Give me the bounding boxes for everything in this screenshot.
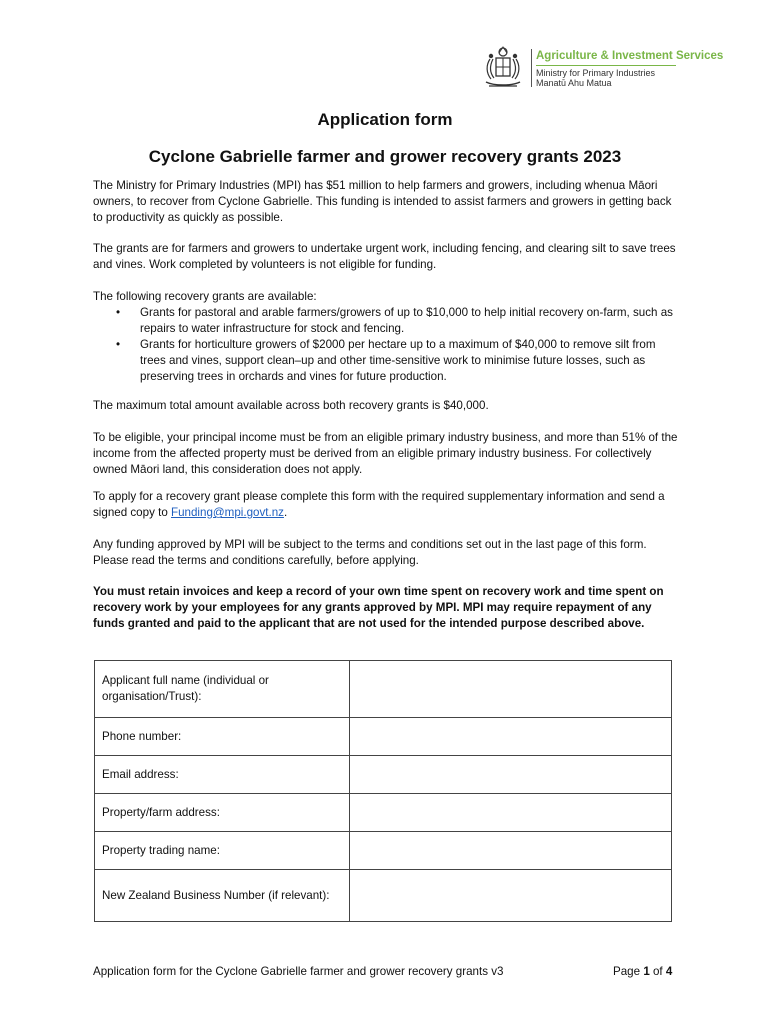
table-row <box>95 718 672 756</box>
page-number <box>613 965 672 978</box>
table-row <box>95 870 672 922</box>
max-total-paragraph: The maximum total amount available across both recovery grants is $40,000. <box>93 399 489 412</box>
terms-paragraph: Any funding approved by MPI will be subject to the terms and conditions set out in the last page of this form. Please read the terms and conditions carefully, before applying. <box>93 538 647 567</box>
logo-rule <box>536 65 676 66</box>
apply-text: To apply for a recovery grant please complete this form with the required supplementary information and send a signed copy to <box>93 490 665 519</box>
mpi-logo <box>480 45 724 93</box>
grants-paragraph: The grants are for farmers and growers to undertake urgent work, including fencing, and clearing silt to save trees and vines. Work completed by volunteers is not eligible for funding. <box>93 242 676 271</box>
page-subtitle: Cyclone Gabrielle farmer and grower recovery grants 2023 <box>148 147 622 166</box>
retain-paragraph: You must retain invoices and keep a record of your own time spent on recovery work and time spent on recovery work by your employees for any grants approved by MPI. MPI may require repayment of any funds granted and paid to the applicant that are not used for the intended purpose described above. <box>93 585 664 630</box>
grant-list <box>93 305 678 385</box>
field-label: New Zealand Business Number (if relevant): <box>95 870 350 922</box>
property-address-field[interactable] <box>350 794 672 832</box>
table-row <box>95 756 672 794</box>
table-row <box>95 794 672 832</box>
logo-subtitle-2: Manatū Ahu Matua <box>536 78 612 88</box>
field-label: Phone number: <box>95 718 350 756</box>
available-paragraph: The following recovery grants are available: <box>93 290 317 303</box>
logo-divider <box>531 49 532 87</box>
table-row <box>95 832 672 870</box>
funding-email-link[interactable]: Funding@mpi.govt.nz <box>171 506 284 519</box>
email-field[interactable] <box>350 756 672 794</box>
applicant-details-table <box>94 660 672 922</box>
apply-suffix: . <box>283 506 288 519</box>
eligibility-paragraph: To be eligible, your principal income must be from an eligible primary industry business, and more than 51% of the income from the affected property must be derived from an eligible primary industry business. For collectively owned Māori land, this consideration does not apply. <box>93 431 678 476</box>
page-of: of <box>649 965 666 978</box>
intro-paragraph: The Ministry for Primary Industries (MPI) has $51 million to help farmers and growers, including whenua Māori owners, to recover from Cyclone Gabrielle. This funding is intended to assist farmers and growers in getting back to productivity as quickly as possible. <box>93 179 672 224</box>
trading-name-field[interactable] <box>350 832 672 870</box>
page-prefix: Page <box>613 965 644 978</box>
applicant-name-field[interactable] <box>350 661 672 718</box>
table-row <box>95 661 672 718</box>
field-label: Property trading name: <box>95 832 350 870</box>
field-label: Email address: <box>95 756 350 794</box>
list-item: • Grants for pastoral and arable farmers/growers of up to $10,000 to help initial recovery on-farm, such as repairs to water infrastructure for stock and fencing. <box>93 305 678 337</box>
logo-title: Agriculture & Investment Services <box>536 50 724 62</box>
nz-coat-of-arms-icon <box>480 45 526 91</box>
field-label: Property/farm address: <box>95 794 350 832</box>
footer-doc-title: Application form for the Cyclone Gabrielle farmer and grower recovery grants v3 <box>93 965 504 978</box>
list-item: • Grants for horticulture growers of $2000 per hectare up to a maximum of $40,000 to remove silt from trees and vines, support clean–up and other time-sensitive work to minimise future losses, such as preserving trees in orchards and vines for future production. <box>93 337 678 385</box>
apply-paragraph <box>93 489 678 521</box>
nzbn-field[interactable] <box>350 870 672 922</box>
page-current: 1 <box>643 965 650 978</box>
logo-subtitle-1: Ministry for Primary Industries <box>536 68 656 78</box>
phone-field[interactable] <box>350 718 672 756</box>
field-label: Applicant full name (individual or organisation/Trust): <box>95 661 350 718</box>
logo-text <box>536 50 724 88</box>
page-total: 4 <box>665 965 673 978</box>
page-title: Application form <box>317 110 453 129</box>
